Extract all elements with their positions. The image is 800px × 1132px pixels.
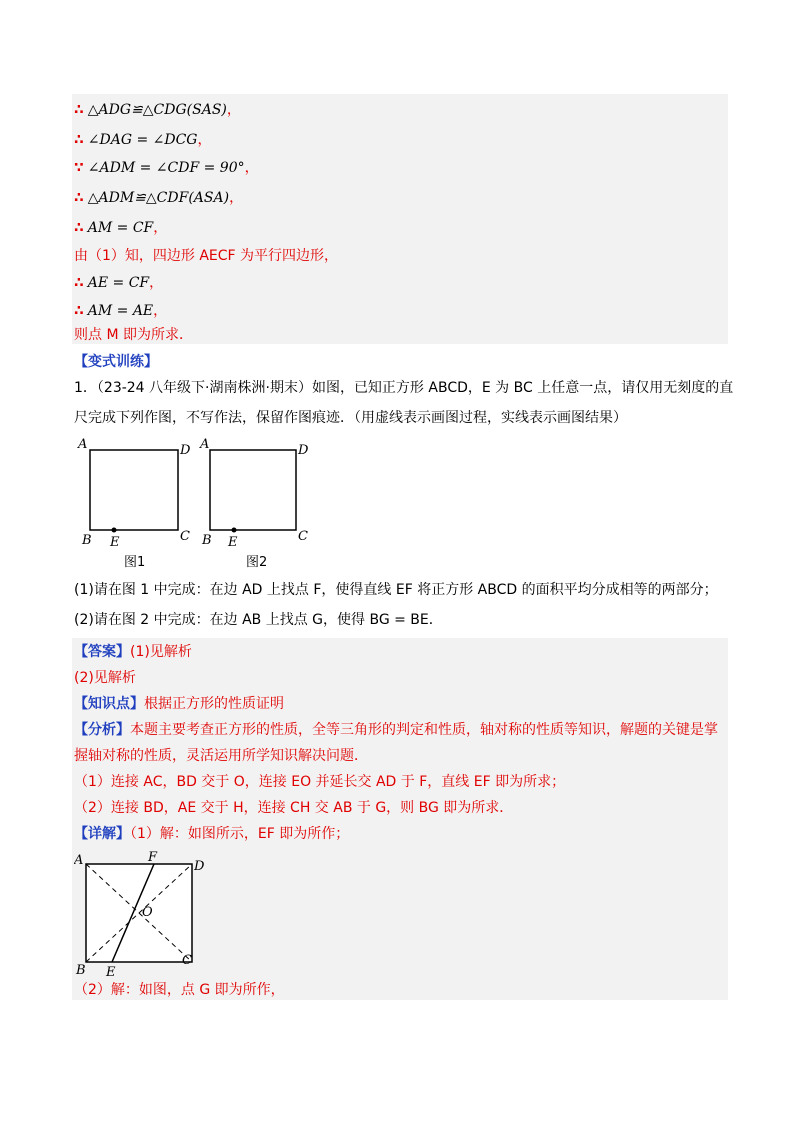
fig1-label-B: B <box>82 533 92 548</box>
fig1-label-E: E <box>110 535 120 550</box>
analysis-line-1: 【分析】本题主要考查正方形的性质，全等三角形的判定和性质，轴对称的性质等知识，解题的关键是掌 <box>74 722 718 738</box>
answer-figure <box>74 850 204 978</box>
figure-2 <box>196 436 316 576</box>
solution-line-7: ∴ AE = CF， <box>74 275 164 291</box>
fig2-label-A: A <box>200 437 210 452</box>
solution-line-3: ∵ ∠ADM = ∠CDF = 90°， <box>74 160 259 176</box>
ans-label-D: D <box>194 859 204 874</box>
solution-line-5: ∴ AM = CF， <box>74 220 168 236</box>
section-title: 【变式训练】 <box>74 354 158 370</box>
solution-line-6: 由（1）知，四边形 AECF 为平行四边形， <box>74 248 339 264</box>
solution-line-8: ∴ AM = AE， <box>74 303 168 319</box>
solution-line-2: ∴ ∠DAG = ∠DCG， <box>74 132 212 148</box>
problem-part-1: (1)请在图 1 中完成：在边 AD 上找点 F，使得直线 EF 将正方形 ABCD 的面积平均分成相等的两部分； <box>74 582 718 598</box>
detail-line-1: 【详解】（1）解：如图所示，EF 即为所作； <box>74 826 350 842</box>
analysis-line-2: 握轴对称的性质，灵活运用所学知识解决问题． <box>74 748 368 764</box>
problem-line-2: 尺完成下列作图，不写作法，保留作图痕迹．（用虚线表示画图过程，实线表示画图结果） <box>74 410 627 426</box>
solution-line-4: ∴ △ADM≌△CDF(ASA)， <box>74 190 244 206</box>
ans-label-O: O <box>142 905 153 920</box>
solution-line-9: 则点 M 即为所求． <box>74 327 193 343</box>
problem-part-2: (2)请在图 2 中完成：在边 AB 上找点 G，使得 BG = BE． <box>74 612 443 628</box>
ans-label-E: E <box>106 965 116 978</box>
fig1-label-D: D <box>180 443 191 458</box>
ans-label-F: F <box>148 850 158 865</box>
answer-line-1: 【答案】(1)见解析 <box>74 644 192 660</box>
fig2-caption: 图2 <box>246 555 268 570</box>
ans-label-C: C <box>182 953 192 968</box>
fig2-label-D: D <box>298 443 309 458</box>
fig1-caption: 图1 <box>124 555 146 570</box>
figure-1 <box>74 436 194 576</box>
fig2-label-E: E <box>228 535 238 550</box>
step-line-2: （2）连接 BD，AE 交于 H，连接 CH 交 AB 于 G，则 BG 即为所求． <box>74 800 514 816</box>
detail-line-2: （2）解：如图，点 G 即为所作， <box>74 982 285 998</box>
ans-label-B: B <box>76 963 86 978</box>
fig2-label-C: C <box>298 529 308 544</box>
fig1-label-C: C <box>180 529 190 544</box>
problem-line-1: 1．（23-24 八年级下·湖南株洲·期末）如图，已知正方形 ABCD，E 为 BC 上任意一点，请仅用无刻度的直 <box>74 380 734 396</box>
ans-label-A: A <box>74 853 84 868</box>
answer-line-2: (2)见解析 <box>74 670 136 686</box>
fig2-label-B: B <box>202 533 212 548</box>
step-line-1: （1）连接 AC，BD 交于 O，连接 EO 并延长交 AD 于 F，直线 EF 即为所求； <box>74 774 566 790</box>
solution-line-1: ∴ △ADG≌△CDG(SAS)， <box>74 102 241 118</box>
knowledge-line: 【知识点】根据正方形的性质证明 <box>74 696 284 712</box>
fig1-label-A: A <box>78 437 88 452</box>
